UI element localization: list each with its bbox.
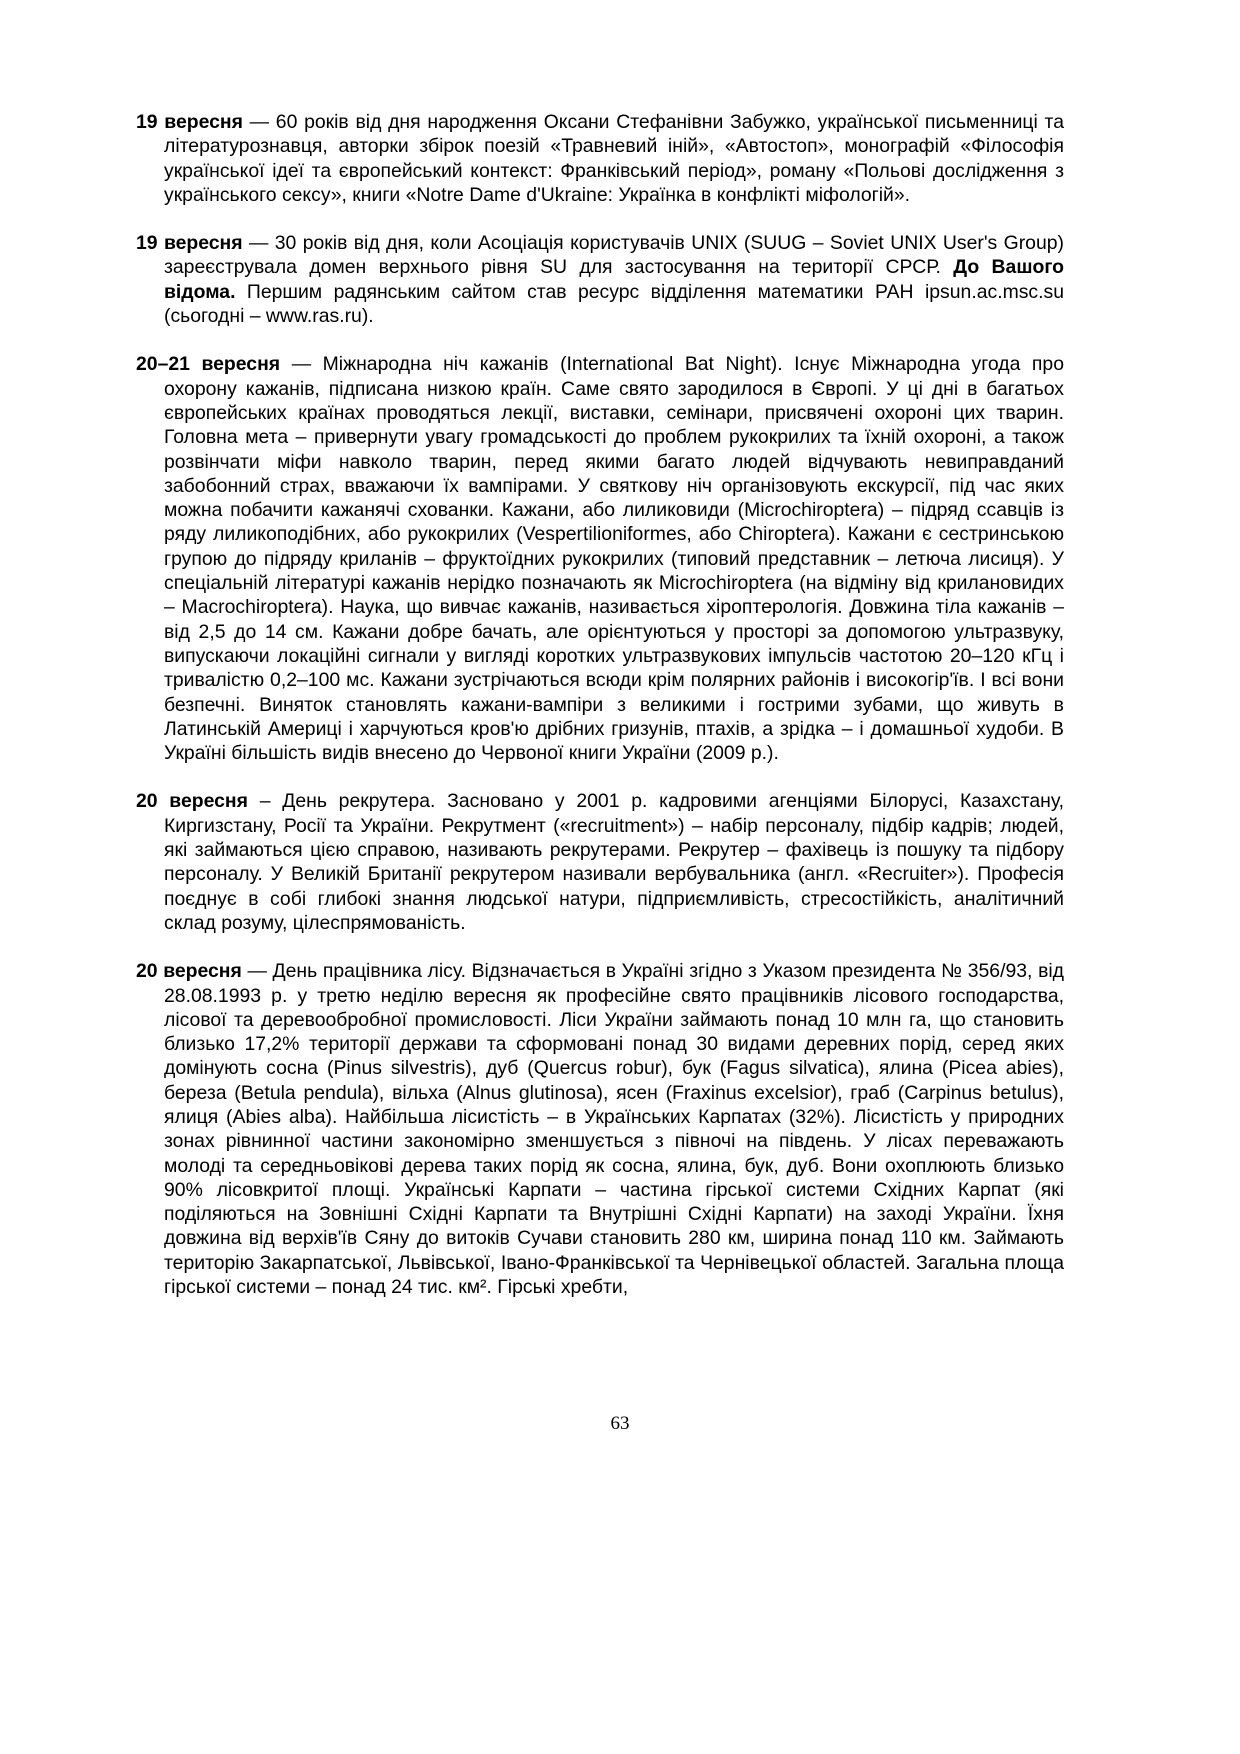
- entry-date: 20 вересня: [136, 790, 248, 813]
- document-body: [136, 110, 1064, 1323]
- entry-text: — 60 років від дня народження Оксани Стефанівни Забужко, української письменниці та літературознавця, авторки збірок поезій «Травневий іній», «Автостоп», монографій «Філософія української ідеї та європейський контекст: Франківський період», роману «Польові дослідження з українського сексу», книги «Notre Dame d'Ukraine: Українка в конфлікті міфологій».: [164, 111, 1064, 206]
- calendar-entry-bat-night: [136, 352, 1064, 765]
- entry-date: 20–21 вересня: [136, 353, 281, 376]
- calendar-entry-zabuzhko: [136, 110, 1064, 207]
- entry-text: — Міжнародна ніч кажанів (International Bat Night). Існує Міжнародна угода про охорону кажанів, підписана низкою країн. Саме свято зародилося в Європі. У ці дні в багатьох європейських країнах проводяться лекції, виставки, семінари, присвячені охороні цих тварин. Головна мета – привернути увагу громадськості до проблем рукокрилих та їхній охороні, а також розвінчати міфи навколо тварин, перед якими багато людей відчувають невиправданий забобонний страх, вважаючи їх вампірами. У святкову ніч організовують екскурсії, під час яких можна побачити кажанячі схованки. Кажани, або лиликовиди (Microchiroptera) – підряд ссавців із ряду лиликоподібних, або рукокрилих (Vespertilioniformes, або Chiroptera). Кажани є сестринською групою до підряду криланів – фруктоїдних рукокрилих (типовий представник – летюча лисиця). У спеціальній літературі кажанів нерідко позначають як Microchiroptera (на відміну від крилановидих – Macrochiroptera). Наука, що вивчає кажанів, називається хіроптерологія. Довжина тіла кажанів – від 2,5 до 14 см. Кажани добре бачать, але орієнтуються у просторі за допомогою ультразвуку, випускаючи локаційні сигнали у вигляді коротких ультразвукових імпульсів частотою 20–120 кГц і тривалістю 0,2–100 мс. Кажани зустрічаються всюди крім полярних районів і високогір'їв. І всі вони безпечні. Виняток становлять кажани-вампіри з великими і гострими зубами, що живуть в Латинській Америці і харчуються кров'ю дрібних гризунів, птахів, а зрідка – і домашньої худоби. В Україні більшість видів внесено до Червоної книги України (2009 р.).: [164, 353, 1064, 765]
- entry-date: 19 вересня: [136, 111, 243, 133]
- page-number: 63: [610, 1413, 630, 1434]
- entry-text: – День рекрутера. Засновано у 2001 р. кадровими агенціями Білорусі, Казахстану, Киргизстану, Росії та України. Рекрутмент («recruitment») – набір персоналу, підбір кадрів; людей, які займаються цією справою, називають рекрутерами. Рекрутер – фахівець із пошуку та підбору персоналу. У Великій Британії рекрутером називали вербувальника (англ. «Recruiter»). Професія поєднує в собі глибокі знання людської натури, підприємливість, стресостійкість, аналітичний склад розуму, цілеспрямованість.: [164, 790, 1065, 934]
- entry-date: 19 вересня: [136, 232, 243, 255]
- calendar-entry-forest-worker-day: [136, 959, 1064, 1299]
- entry-text: — День працівника лісу. Відзначається в Україні згідно з Указом президента № 356/93, від 28.08.1993 р. у третю неділю вересня як професійне свято працівників лісового господарства, лісової та деревообробної промисловості. Ліси України займають понад 10 млн га, що становить близько 17,2% території держави та сформовані понад 30 видами деревних порід, серед яких домінують сосна (Pinus silvestris), дуб (Quercus robur), бук (Fagus silvatica), ялина (Picea abies), береза (Betula pendula), вільха (Alnus glutinosa), ясен (Fraxinus excelsior), граб (Carpinus betulus), ялиця (Abies alba). Найбільша лісистість – в Українських Карпатах (32%). Лісистість у природних зонах рівнинної частини закономірно зменшується з півночі на південь. У лісах переважають молоді та середньовікові дерева таких порід як сосна, ялина, бук, дуб. Вони охоплюють близько 90% лісовкритої площі. Українські Карпати – частина гірської системи Східних Карпат (які поділяються на Зовнішні Східні Карпати та Внутрішні Східні Карпати) на заході України. Їхня довжина від верхів'їв Сяну до витоків Сучави становить 280 км, ширина понад 110 км. Займають територію Закарпатської, Львівської, Івано-Франківської та Чернівецької областей. Загальна площа гірської системи – понад 24 тис. км². Гірські хребти,: [164, 960, 1064, 1299]
- entry-text-continued: Першим радянським сайтом став ресурс відділення математики РАН ipsun.ac.msc.su (сьогодні – www.ras.ru).: [164, 280, 1064, 328]
- entry-text: — 30 років від дня, коли Асоціація користувачів UNIX (SUUG – Soviet UNIX User's Group) зареєструвала домен верхнього рівня SU для застосування на території СРСР.: [164, 232, 1064, 279]
- entry-bold-phrase: До Вашого відома.: [164, 256, 1064, 303]
- calendar-entry-su-domain: [136, 231, 1064, 328]
- calendar-entry-recruiter-day: [136, 789, 1064, 935]
- entry-date: 20 вересня: [136, 960, 242, 983]
